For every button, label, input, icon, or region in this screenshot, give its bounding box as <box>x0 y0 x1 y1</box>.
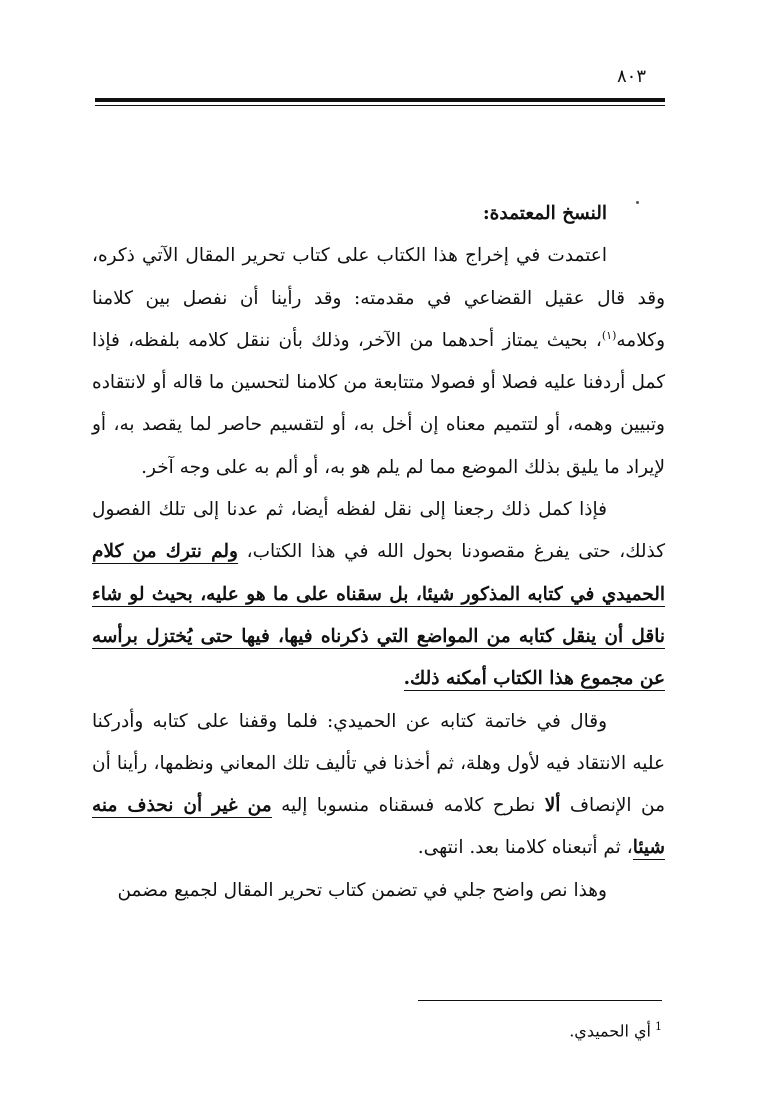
footnote-text: أي الحميدي. <box>569 1021 651 1041</box>
footnote-1 <box>400 1015 662 1043</box>
paragraph-4: وهذا نص واضح جلي في تضمن كتاب تحرير المقال لجميع مضمن <box>117 879 607 901</box>
paragraph-3-emphasis-1: ألا <box>544 795 561 817</box>
paragraph-3-middle: نطرح كلامه فسقناه منسوبا إليه <box>271 795 545 817</box>
footnote-mark: 1 <box>655 1020 662 1033</box>
paragraph-3-text: وقال في خاتمة كتابه عن الحميدي: فلما وقفنا على كتابه وأدركنا عليه الانتقاد فيه لأول وهلة، ثم أخذنا في تأليف تلك المعاني ونظمها، رأينا أن من الإنصاف <box>92 710 666 817</box>
page-number: ٨٠٣ <box>617 66 647 87</box>
body-text <box>92 193 665 912</box>
header-rule-thick <box>95 98 665 102</box>
paragraph-3-end: ، ثم أتبعناه كلامنا بعد. انتهى. <box>417 837 633 859</box>
paragraph-1-text: اعتمدت في إخراج هذا الكتاب على كتاب تحرير المقال الآتي ذكره، وقد قال عقيل القضاعي في مقدمته: وقد رأينا أن نفصل بين كلامنا وكلامه <box>92 245 665 351</box>
footnote-reference[interactable]: (١) <box>601 328 617 342</box>
section-heading: النسخ المعتمدة: <box>482 203 607 224</box>
paragraph-2-text: فإذا كمل ذلك رجعنا إلى نقل لفظه أيضا، ثم عدنا إلى تلك الفصول كذلك، حتى يفرغ مقصودنا بحول الله في هذا الكتاب، <box>92 499 666 563</box>
paragraph-3-emphasis-2: من غير أن نحذف منه شيئا <box>92 795 665 859</box>
paragraph-2 <box>92 489 665 700</box>
header-rule-thin <box>95 105 665 106</box>
footnote-separator <box>418 1000 662 1001</box>
paragraph-1-rest: ، بحيث يمتاز أحدهما من الآخر، وذلك بأن ننقل كلامه بلفظه، فإذا كمل أردفنا عليه فصلا أو فصولا متتابعة من كلامنا لتحسين ما قاله أو لانتقاده وتبيين وهمه، أو لتتميم معناه إن أخل به، أو لتقسيم حاصر لما يقصد به، أو لإيراد ما يليق بذلك الموضع مما لم يلم هو به، أو ألم به على وجه آخر. <box>92 329 665 478</box>
paragraph-2-emphasis: ولم نترك من كلام الحميدي في كتابه المذكور شيئا، بل سقناه على ما هو عليه، بحيث لو شاء ناقل أن ينقل كتابه من المواضع التي ذكرناه فيها، فيها حتى يُختزل برأسه عن مجموع هذا الكتاب أمكنه ذلك. <box>92 541 665 690</box>
paragraph-1 <box>92 235 665 489</box>
paragraph-3 <box>92 701 665 870</box>
